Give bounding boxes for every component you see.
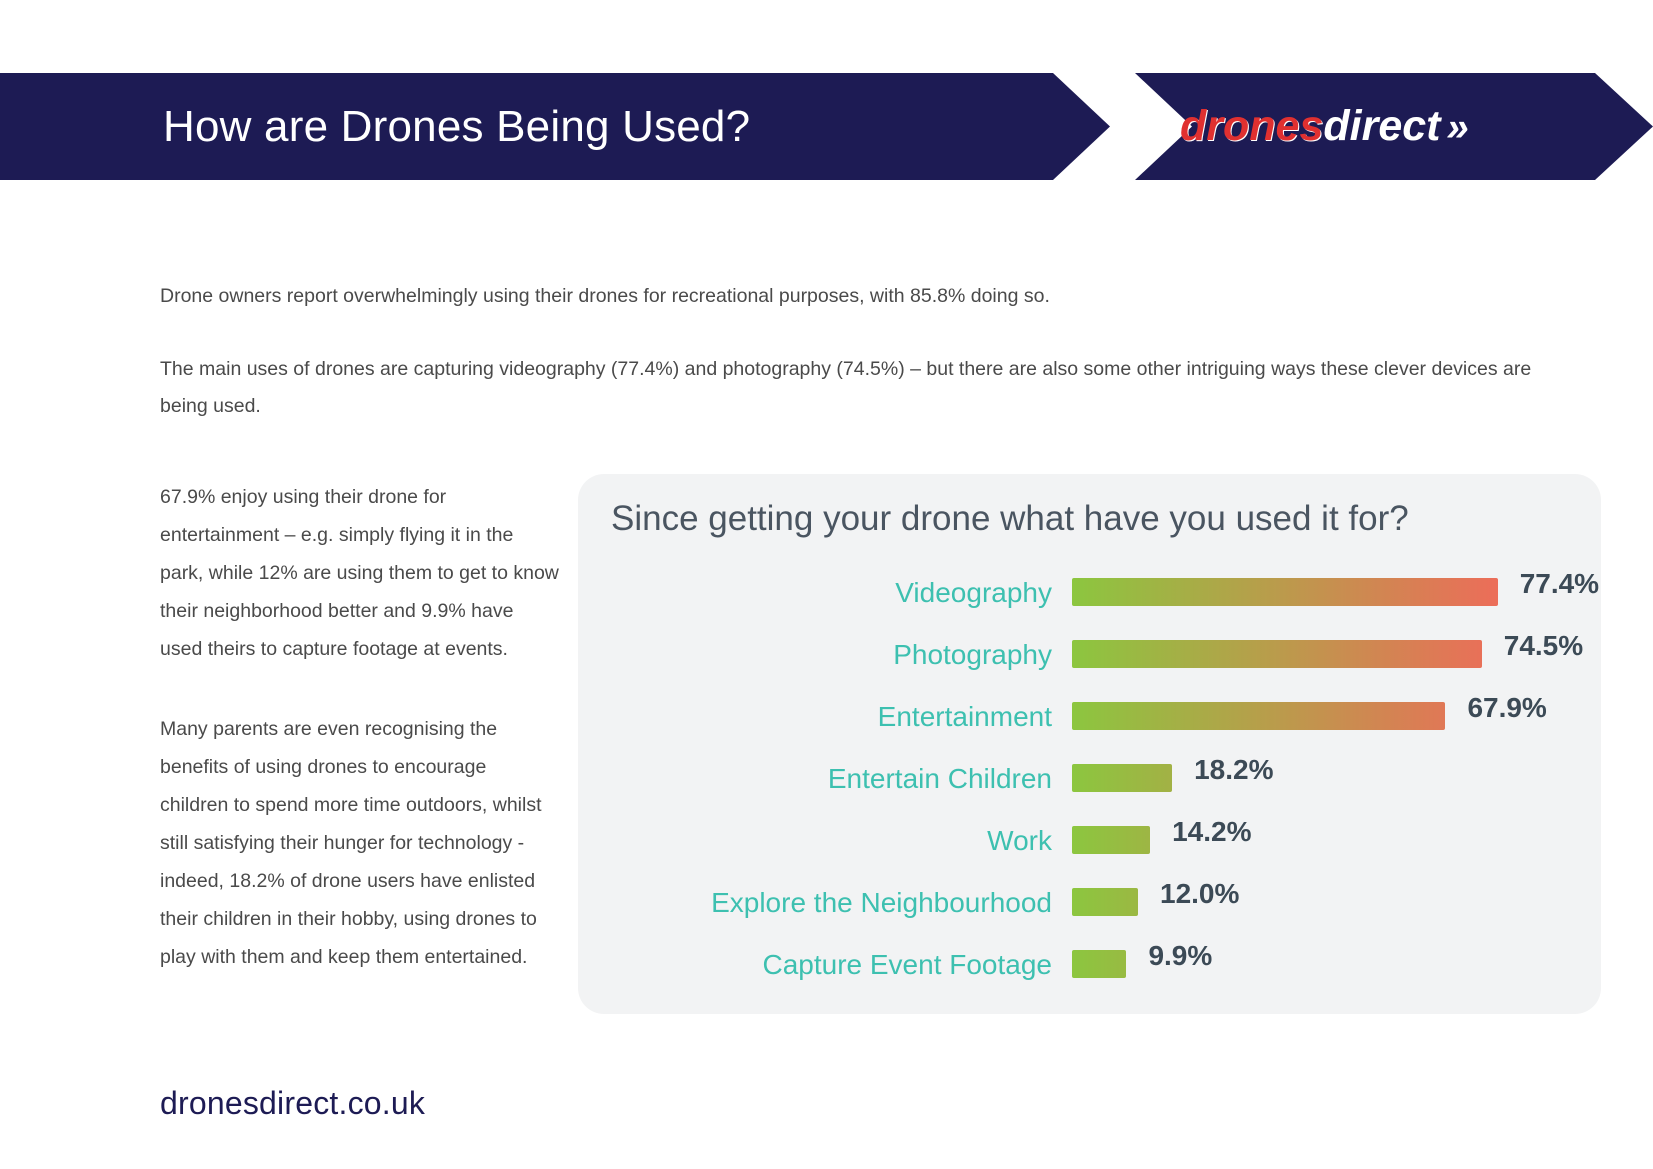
page-header — [0, 73, 1653, 180]
chart-bar-wrapper — [1072, 934, 1601, 996]
chart-value-label: 18.2% — [1194, 754, 1274, 785]
chart-bar — [1072, 764, 1172, 792]
chart-row — [578, 934, 1601, 996]
chart-bar-wrapper — [1072, 872, 1601, 934]
page-title: How are Drones Being Used? — [163, 102, 751, 151]
chart-rows — [578, 562, 1601, 996]
left-column-text — [160, 478, 560, 1018]
chart-category-label: Entertain Children — [827, 763, 1052, 794]
chart-bar-wrapper — [1072, 748, 1601, 810]
chart-value-label: 12.0% — [1160, 878, 1240, 909]
chevron-right-icon: » — [1446, 105, 1461, 149]
chart-bar — [1072, 950, 1126, 978]
chart-bar — [1072, 826, 1150, 854]
chart-value-label: 74.5% — [1503, 630, 1584, 661]
chart-row — [578, 748, 1601, 810]
intro-text — [160, 278, 1560, 461]
chart-bar — [1072, 578, 1498, 606]
chart-category-label: Explore the Neighbourhood — [711, 887, 1052, 918]
chart-bar — [1072, 888, 1138, 916]
chart-category-label: Entertainment — [877, 701, 1052, 732]
chart-bar-wrapper — [1072, 810, 1601, 872]
left-paragraph-1: 67.9% enjoy using their drone for entertainment – e.g. simply flying it in the park, while 12% are using them to get to know their neighborhood better and 9.9% have used theirs to capture footage at events. — [160, 486, 559, 660]
chart-bar — [1072, 640, 1482, 668]
left-paragraph-2: Many parents are even recognising the benefits of using drones to encourage children to spend more time outdoors, whilst still satisfying their hunger for technology - indeed, 18.2% of drone users have enlisted their children in their hobby, using drones to play with them and keep them entertained. — [160, 718, 542, 968]
chart-panel — [578, 474, 1601, 1014]
chart-title: Since getting your drone what have you used it for? — [611, 499, 1409, 538]
chart-bar-wrapper — [1072, 562, 1601, 624]
intro-paragraph-1: Drone owners report overwhelmingly using their drones for recreational purposes, with 85.8% doing so. — [160, 285, 1050, 307]
chart-row — [578, 686, 1601, 748]
chart-value-label: 77.4% — [1519, 568, 1600, 599]
chart-value-label: 9.9% — [1148, 940, 1213, 971]
chart-bar-wrapper — [1072, 686, 1601, 748]
chart-category-label: Photography — [893, 639, 1052, 670]
chart-category-label: Videography — [895, 577, 1052, 608]
logo-direct-text: direct — [1323, 102, 1441, 150]
chart-row — [578, 810, 1601, 872]
chart-category-label: Work — [987, 825, 1052, 856]
intro-paragraph-2: The main uses of drones are capturing videography (77.4%) and photography (74.5%) – but there are also some other intriguing ways these clever devices are being used. — [160, 358, 1532, 417]
chart-row — [578, 872, 1601, 934]
chart-row — [578, 624, 1601, 686]
chart-bar-wrapper — [1072, 624, 1601, 686]
site-url[interactable]: dronesdirect.co.uk — [160, 1085, 426, 1121]
dronesdirect-logo — [1180, 73, 1461, 180]
chart-category-label: Capture Event Footage — [762, 949, 1052, 980]
chart-value-label: 14.2% — [1172, 816, 1252, 847]
chart-value-label: 67.9% — [1467, 692, 1547, 723]
chart-bar — [1072, 702, 1445, 730]
logo-drones-text: drones — [1180, 102, 1324, 150]
chart-row — [578, 562, 1601, 624]
